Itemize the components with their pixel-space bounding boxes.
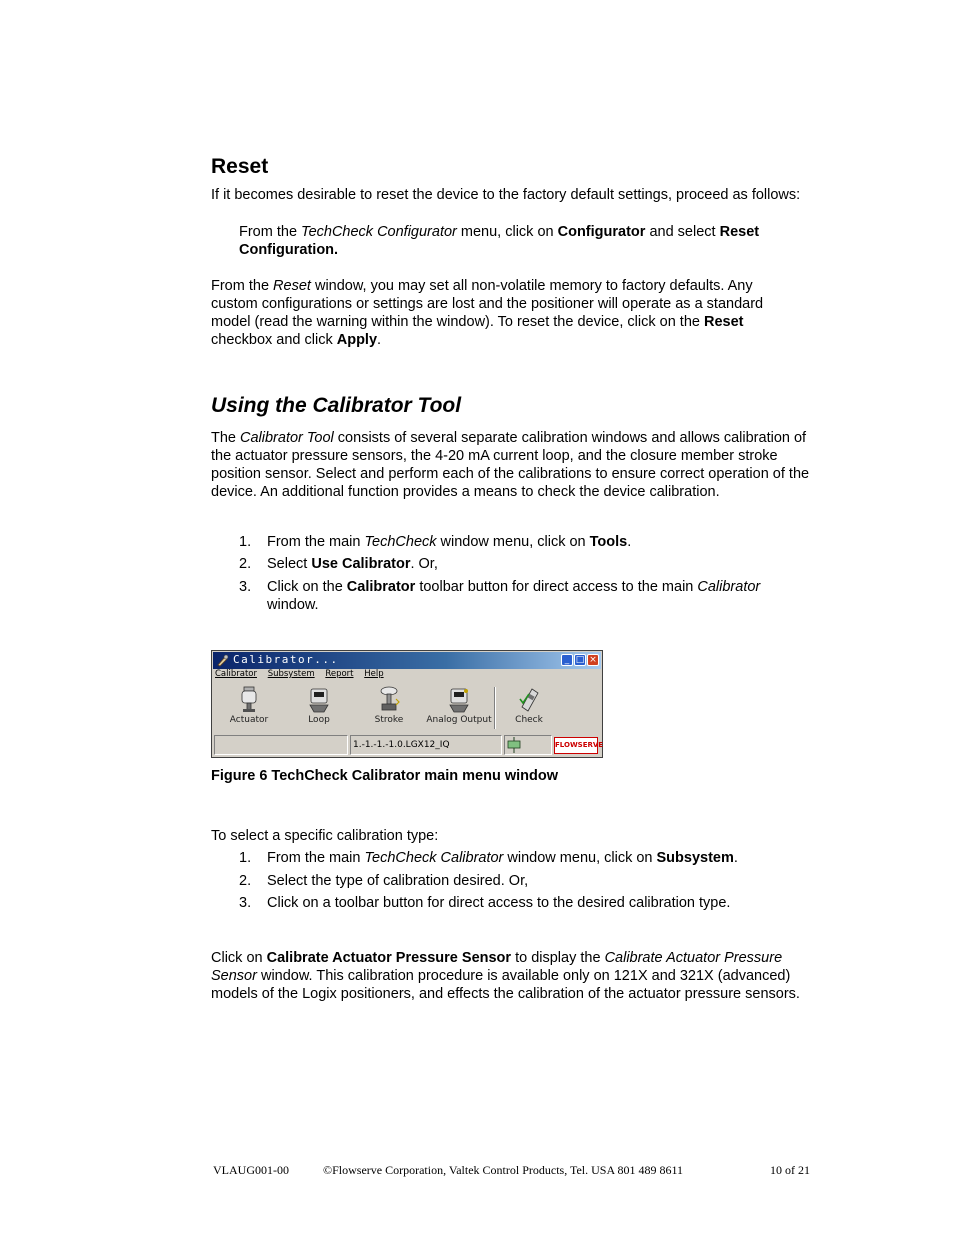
window-titlebar[interactable] — [213, 652, 601, 669]
loop-button[interactable] — [284, 683, 354, 725]
tool-label-loop: Loop — [308, 715, 330, 725]
reset-heading: Reset — [211, 155, 269, 178]
list-item: 3. Click on a toolbar button for direct access to the desired calibration type. — [239, 895, 731, 911]
status-connection — [504, 735, 552, 755]
calibrator-heading: Using the Calibrator Tool — [211, 394, 462, 417]
stroke-icon — [376, 685, 402, 713]
calibrator-app-icon — [216, 654, 229, 667]
calibrator-intro: The Calibrator Tool consists of several separate calibration windows and allows calibration of the actuator pressure sensors, the 4-20 mA current loop, and the closure member stroke position sensor. Select and perform each of the calibrations to ensure correct operation of the device. An additional function provides a means to check the device calibration. — [211, 430, 810, 500]
footer-doc-id: VLAUG001-00 — [213, 1163, 289, 1177]
status-bar — [214, 735, 604, 756]
tool-label-actuator: Actuator — [229, 715, 269, 725]
list-item: 1. From the main TechCheck window menu, click on Tools. — [239, 534, 632, 550]
status-device: 1.-1.-1.-1.0.LGX12_IQ — [350, 735, 502, 755]
close-button[interactable]: × — [587, 654, 599, 666]
tool-label-check: Check — [515, 715, 543, 725]
tool-label-stroke: Stroke — [374, 715, 404, 725]
calibrator-steps — [211, 533, 791, 614]
list-item: 2. Select Use Calibrator. Or, — [239, 556, 438, 572]
analog-output-icon — [446, 685, 472, 713]
select-intro: To select a specific calibration type: — [211, 828, 439, 844]
actuator-button[interactable] — [214, 683, 284, 725]
toolbar — [214, 683, 600, 733]
flowserve-logo: FLOWSERVE — [554, 737, 598, 754]
analog-output-button[interactable] — [420, 683, 498, 725]
connection-icon — [505, 737, 523, 753]
status-panel-empty — [214, 735, 348, 755]
menu-report[interactable]: Report — [325, 669, 354, 679]
reset-step: From the TechCheck Configurator menu, click on Configurator and select Reset Configuration. — [239, 224, 760, 258]
figure-caption: Figure 6 TechCheck Calibrator main menu window — [211, 768, 558, 784]
actuator-icon — [236, 685, 262, 713]
menu-calibrator[interactable]: Calibrator — [215, 669, 257, 679]
menu-bar — [215, 669, 392, 682]
window-title: Calibrator... — [233, 653, 339, 666]
footer-page-number: 10 of 21 — [770, 1163, 810, 1177]
menu-help[interactable]: Help — [364, 669, 384, 679]
list-item: 1. From the main TechCheck Calibrator window menu, click on Subsystem. — [239, 850, 738, 866]
select-steps — [211, 849, 791, 912]
tool-label-analog-output: Analog Output — [426, 715, 492, 725]
reset-intro: If it becomes desirable to reset the device to the factory default settings, proceed as follows: — [211, 187, 801, 203]
footer-copyright: ©Flowserve Corporation, Valtek Control Products, Tel. USA 801 489 8611 — [323, 1163, 684, 1177]
menu-subsystem[interactable]: Subsystem — [267, 669, 315, 679]
maximize-button[interactable]: □ — [575, 655, 585, 665]
loop-icon — [306, 685, 332, 713]
final-paragraph: Click on Calibrate Actuator Pressure Sensor to display the Calibrate Actuator Pressure Sensor window. This calibration procedure is available only on 121X and 321X (advanced) models of the Logix positioners, and effects the calibration of the actuator pressure sensors. — [211, 950, 800, 1002]
list-item: 3. Click on the Calibrator toolbar button for direct access to the main Calibrator window. — [239, 579, 761, 613]
list-item: 2. Select the type of calibration desired. Or, — [239, 873, 529, 889]
calibrator-window — [211, 650, 603, 758]
reset-detail: From the Reset window, you may set all non-volatile memory to factory defaults. Any custom configurations or settings are lost and the positioner will operate as a standard model (read the warning within the window). To reset the device, click on the Reset checkbox and click Apply. — [211, 278, 764, 348]
minimize-button[interactable]: _ — [561, 654, 573, 666]
stroke-button[interactable] — [354, 683, 424, 725]
check-button[interactable] — [494, 683, 564, 725]
check-icon — [516, 685, 542, 713]
